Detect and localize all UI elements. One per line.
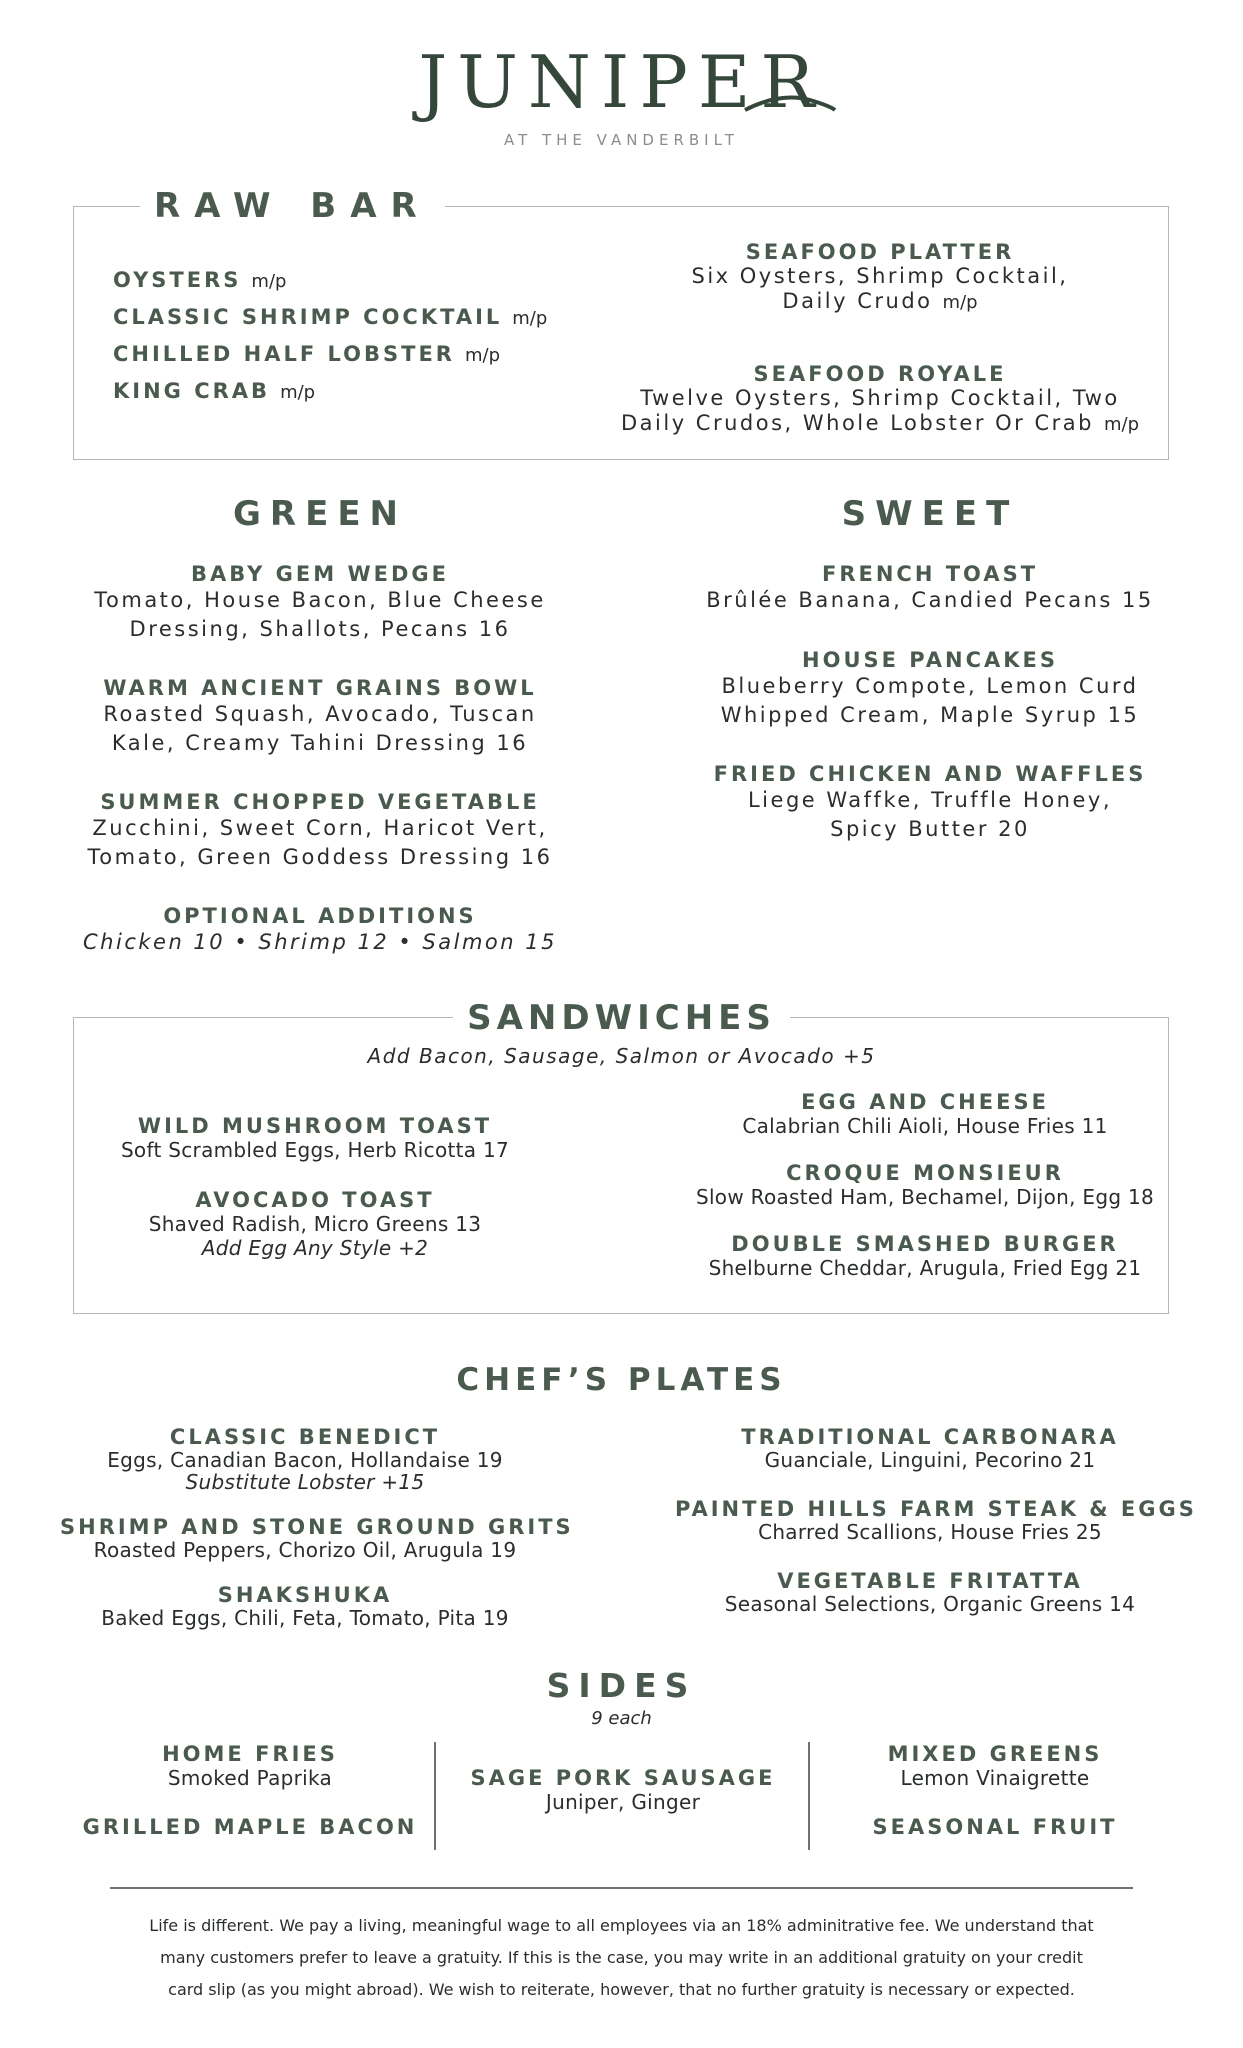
sides-divider: [808, 1742, 810, 1850]
menu-item: TRADITIONAL CARBONARA Guanciale, Linguini, Pecorino 21: [741, 1425, 1119, 1472]
menu-item: HOUSE PANCAKES Blueberry Compote, Lemon Curd Whipped Cream, Maple Syrup 15: [720, 648, 1140, 727]
brand-name: JUNIPER: [418, 40, 825, 124]
menu-item: SHAKSHUKA Baked Eggs, Chili, Feta, Tomato, Pita 19: [101, 1583, 509, 1630]
side-item: GRILLED MAPLE BACON: [82, 1815, 418, 1839]
sandwiches-right: [665, 1090, 1185, 1280]
sides-title: SIDES: [546, 1666, 697, 1705]
chefs-plates-right: [675, 1425, 1197, 1616]
raw-bar-item: CHILLED HALF LOBSTER m/p: [113, 342, 501, 366]
menu-item: FRENCH TOAST Brûlée Banana, Candied Pecans 15: [706, 562, 1154, 612]
sweet-list: [670, 562, 1190, 844]
menu-item: FRIED CHICKEN AND WAFFLES Liege Waffke, Truffle Honey, Spicy Butter 20: [713, 762, 1147, 841]
raw-bar-item: KING CRAB m/p: [113, 379, 316, 403]
raw-bar-title: RAW BAR: [140, 186, 445, 226]
sides-subtitle: 9 each: [591, 1708, 652, 1729]
green-list: [60, 562, 580, 957]
footer-note: Life is different. We pay a living, meaningful wage to all employees via an 18% adminitrative fee. We understand that many customers prefer to leave a gratuity. If this is the case, you may write in an additional gratuity on your credit card slip (as you might abroad). We wish to reiterate, however, that no further gratuity is necessary or expected.: [149, 1916, 1094, 1999]
raw-bar-item: OYSTERS m/p: [113, 268, 287, 292]
menu-item: SUMMER CHOPPED VEGETABLE Zucchini, Sweet Corn, Haricot Vert, Tomato, Green Goddess Dressing 16: [87, 790, 553, 869]
sandwiches-title: SANDWICHES: [0, 998, 1243, 1038]
side-item: MIXED GREENS Lemon Vinaigrette: [887, 1742, 1103, 1790]
raw-bar-left-list: [113, 268, 547, 416]
menu-item: BABY GEM WEDGE Tomato, House Bacon, Blue Cheese Dressing, Shallots, Pecans 16: [94, 562, 546, 641]
menu-item: VEGETABLE FRITATTA Seasonal Selections, Organic Greens 14: [724, 1569, 1136, 1616]
side-item: SAGE PORK SAUSAGE Juniper, Ginger: [470, 1766, 776, 1814]
menu-item: EGG AND CHEESE Calabrian Chili Aioli, House Fries 11: [742, 1090, 1108, 1138]
chefs-plates-left: [60, 1425, 574, 1630]
logo-swash-icon: [740, 82, 840, 122]
brand-tagline: AT THE VANDERBILT: [503, 131, 740, 149]
menu-item: SHRIMP AND STONE GROUND GRITS Roasted Peppers, Chorizo Oil, Arugula 19: [60, 1515, 574, 1562]
sides-col-2: [440, 1766, 806, 1814]
seafood-platter: SEAFOOD PLATTER Six Oysters, Shrimp Cocktail, Daily Crudo m/p: [691, 240, 1069, 313]
sweet-title: SWEET: [841, 494, 1019, 534]
footer-rule: [110, 1887, 1133, 1889]
raw-bar-item: CLASSIC SHRIMP COCKTAIL m/p: [113, 305, 548, 329]
sides-col-1: [70, 1742, 430, 1839]
menu-item: CROQUE MONSIEUR Slow Roasted Ham, Bechamel, Dijon, Egg 18: [695, 1161, 1155, 1209]
optional-additions: OPTIONAL ADDITIONS Chicken 10 • Shrimp 12 • Salmon 15: [83, 904, 557, 954]
side-item: SEASONAL FRUIT: [872, 1815, 1118, 1839]
sandwiches-left: [75, 1114, 555, 1260]
menu-item: DOUBLE SMASHED BURGER Shelburne Cheddar, Arugula, Fried Egg 21: [708, 1232, 1142, 1280]
sides-col-3: [815, 1742, 1175, 1839]
menu-item: WILD MUSHROOM TOAST Soft Scrambled Eggs, Herb Ricotta 17: [120, 1114, 510, 1162]
green-title: GREEN: [233, 494, 407, 534]
chefs-plates-title: CHEF’S PLATES: [456, 1362, 787, 1398]
sandwiches-subtitle: Add Bacon, Sausage, Salmon or Avocado +5: [367, 1044, 876, 1068]
seafood-royale: SEAFOOD ROYALE Twelve Oysters, Shrimp Cocktail, Two Daily Crudos, Whole Lobster Or Crab m/p: [620, 362, 1140, 435]
side-item: HOME FRIES Smoked Paprika: [162, 1742, 338, 1790]
menu-item: PAINTED HILLS FARM STEAK & EGGS Charred Scallions, House Fries 25: [675, 1497, 1197, 1544]
brand-logo: [0, 40, 1243, 124]
menu-item: CLASSIC BENEDICT Eggs, Canadian Bacon, Hollandaise 19 Substitute Lobster +15: [107, 1425, 503, 1494]
menu-item: AVOCADO TOAST Shaved Radish, Micro Greens 13 Add Egg Any Style +2: [148, 1188, 482, 1260]
menu-item: WARM ANCIENT GRAINS BOWL Roasted Squash, Avocado, Tuscan Kale, Creamy Tahini Dressing 16: [103, 676, 537, 755]
sides-divider: [434, 1742, 436, 1850]
